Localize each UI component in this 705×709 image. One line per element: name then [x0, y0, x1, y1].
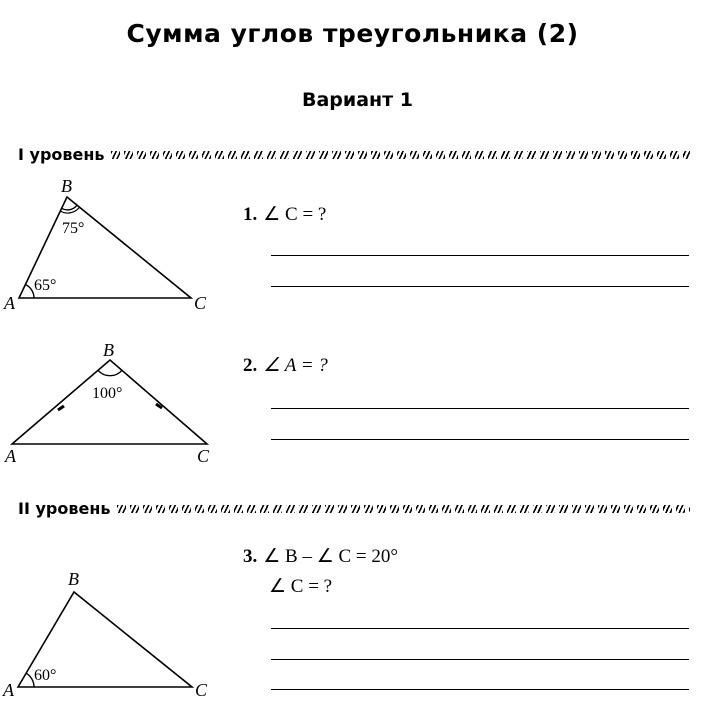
task-1-vertex-a: A	[4, 293, 15, 313]
task-3-answer-line-3[interactable]	[271, 689, 689, 690]
level-1-hatch-divider	[111, 151, 690, 159]
task-2-triangle	[12, 360, 207, 444]
task-3-question-2	[269, 575, 332, 598]
task-1-answer-line-2[interactable]	[271, 286, 689, 287]
task-1-angle-b-arc	[62, 205, 78, 210]
task-1-answer-line-1[interactable]	[271, 255, 689, 256]
task-1-question-text: ∠ C = ?	[263, 204, 327, 225]
task-3-number: 3.	[243, 546, 258, 567]
level-2-label: II уровень	[18, 499, 111, 518]
task-1-triangle-figure	[0, 175, 240, 315]
task-1-angle-a-arc	[25, 285, 34, 299]
level-1-header	[18, 145, 690, 164]
task-2-question-text: ∠ A = ?	[263, 355, 328, 376]
task-3-question-text: ∠ C = ?	[269, 576, 333, 597]
task-2-answer-line-2[interactable]	[271, 439, 689, 440]
task-3-answer-line-1[interactable]	[271, 628, 689, 629]
task-2-vertex-b: B	[103, 340, 114, 360]
task-1-vertex-b: B	[61, 176, 72, 196]
task-3-triangle-figure	[0, 565, 240, 705]
task-3-angle-a-arc	[26, 673, 34, 687]
task-2-tick-left	[58, 406, 64, 410]
task-2-triangle-figure	[0, 340, 240, 470]
page-title: Сумма углов треугольника (2)	[126, 19, 579, 48]
task-3-answer-line-2[interactable]	[271, 659, 689, 660]
task-1-vertex-c: C	[194, 293, 207, 313]
task-2-angle-b-label: 100°	[92, 385, 123, 402]
task-1-angle-b-label: 75°	[62, 220, 85, 237]
task-2-question	[243, 354, 328, 377]
task-2-answer-line-1[interactable]	[271, 408, 689, 409]
task-2-angle-b-arc	[98, 370, 122, 375]
task-3-vertex-a: A	[3, 680, 14, 700]
level-1-label: I уровень	[18, 145, 105, 164]
task-3-question	[243, 545, 398, 568]
task-3-vertex-c: C	[195, 680, 208, 700]
task-2-vertex-a: A	[5, 446, 16, 466]
task-1-question	[243, 203, 326, 226]
task-3-condition-text: ∠ B – ∠ C = 20°	[263, 546, 398, 567]
task-1-number: 1.	[243, 204, 258, 225]
task-3-angle-a-label: 60°	[34, 667, 57, 684]
task-2-number: 2.	[243, 355, 258, 376]
level-2-header	[18, 499, 690, 518]
task-3-vertex-b: B	[68, 569, 79, 589]
variant-heading: Вариант 1	[301, 89, 413, 111]
task-1-angle-a-label: 65°	[34, 277, 57, 294]
task-2-vertex-c: C	[197, 446, 210, 466]
level-2-hatch-divider	[117, 505, 691, 513]
